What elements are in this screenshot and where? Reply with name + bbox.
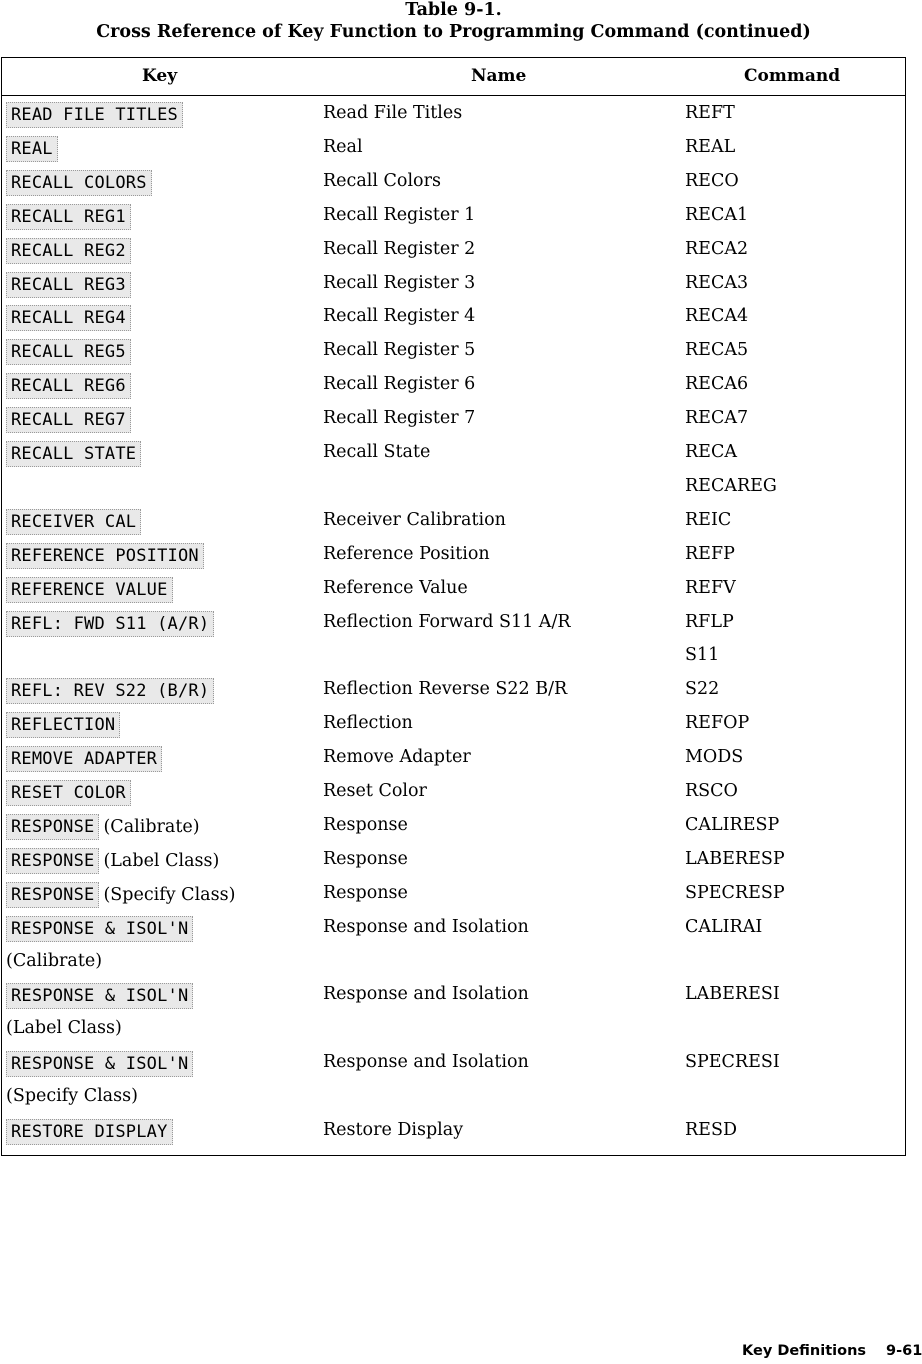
softkey-label: RESTORE DISPLAY bbox=[6, 1119, 173, 1145]
key-cell bbox=[6, 814, 200, 840]
key-cell bbox=[6, 916, 193, 942]
table-number: Table 9-1. bbox=[405, 0, 502, 20]
table-row bbox=[2, 164, 905, 198]
softkey-label: RECEIVER CAL bbox=[6, 509, 141, 535]
key-cell bbox=[6, 950, 102, 972]
softkey-label: REFL: REV S22 (B/R) bbox=[6, 678, 214, 704]
softkey-label: RECALL COLORS bbox=[6, 170, 152, 196]
command-cell: RECA3 bbox=[685, 272, 749, 293]
table-row bbox=[2, 299, 905, 333]
key-cell bbox=[6, 543, 204, 569]
command-cell: RECA5 bbox=[685, 340, 749, 361]
softkey-label: REFLECTION bbox=[6, 712, 120, 738]
name-cell: Recall Colors bbox=[323, 170, 441, 191]
softkey-label: REAL bbox=[6, 136, 58, 162]
key-cell bbox=[6, 882, 235, 908]
table-row bbox=[2, 876, 905, 910]
softkey-label: REMOVE ADAPTER bbox=[6, 746, 162, 772]
key-cell bbox=[6, 441, 141, 467]
table-row bbox=[2, 1113, 905, 1147]
page-footer bbox=[742, 1343, 922, 1359]
command-cell: REFV bbox=[685, 577, 736, 598]
name-cell: Recall Register 5 bbox=[323, 340, 476, 361]
key-cell bbox=[6, 204, 131, 230]
command-cell: RECA bbox=[685, 442, 737, 462]
softkey-label: REFERENCE POSITION bbox=[6, 543, 204, 569]
table-row bbox=[2, 503, 905, 537]
name-cell: Reference Position bbox=[323, 543, 490, 564]
softkey-label: RESPONSE & ISOL'N bbox=[6, 983, 193, 1009]
command-cell: RFLP bbox=[685, 611, 734, 632]
table-row bbox=[2, 672, 905, 706]
footer-page-number: 9-61 bbox=[886, 1343, 922, 1359]
command-cell: RESD bbox=[685, 1120, 737, 1140]
command-cell: S11 bbox=[685, 645, 720, 666]
name-cell: Reflection bbox=[323, 713, 413, 734]
command-cell: RECA2 bbox=[685, 238, 749, 259]
key-continuation: (Calibrate) bbox=[6, 950, 103, 971]
table-row bbox=[2, 469, 905, 503]
table-row bbox=[2, 571, 905, 605]
key-continuation: (Label Class) bbox=[6, 1018, 122, 1039]
name-cell: Response and Isolation bbox=[323, 984, 529, 1005]
softkey-label: READ FILE TITLES bbox=[6, 102, 183, 128]
table-row bbox=[2, 638, 905, 672]
command-cell: RECA1 bbox=[685, 204, 749, 225]
command-cell: REFOP bbox=[685, 713, 750, 734]
table-row bbox=[2, 1079, 905, 1113]
name-cell: Reflection Forward S11 A/R bbox=[323, 611, 571, 632]
name-cell: Response bbox=[323, 848, 408, 869]
softkey-label: RECALL STATE bbox=[6, 441, 141, 467]
table-row bbox=[2, 842, 905, 876]
name-cell: Read File Titles bbox=[323, 103, 463, 123]
table-row bbox=[2, 333, 905, 367]
softkey-label: RESPONSE & ISOL'N bbox=[6, 916, 193, 942]
softkey-label: RECALL REG2 bbox=[6, 238, 131, 264]
name-cell: Recall Register 4 bbox=[323, 306, 476, 327]
command-cell: REFP bbox=[685, 543, 735, 564]
softkey-label: RECALL REG6 bbox=[6, 373, 131, 399]
command-cell: RECA4 bbox=[685, 306, 749, 327]
command-cell: RECA7 bbox=[685, 408, 749, 429]
command-cell: MODS bbox=[685, 747, 744, 768]
softkey-label: REFL: FWD S11 (A/R) bbox=[6, 611, 214, 637]
command-cell: REAL bbox=[685, 136, 736, 157]
softkey-label: RESPONSE bbox=[6, 848, 99, 874]
table-row bbox=[2, 435, 905, 469]
table-row bbox=[2, 537, 905, 571]
name-cell: Recall Register 3 bbox=[323, 272, 476, 293]
softkey-label: RECALL REG5 bbox=[6, 339, 131, 365]
command-cell: CALIRAI bbox=[685, 916, 763, 937]
table-row bbox=[2, 198, 905, 232]
command-cell: REIC bbox=[685, 509, 732, 530]
name-cell: Response and Isolation bbox=[323, 1052, 529, 1073]
command-cell: LABERESI bbox=[685, 984, 780, 1005]
softkey-label: RESPONSE & ISOL'N bbox=[6, 1051, 193, 1077]
key-cell bbox=[6, 1051, 193, 1077]
name-cell: Response bbox=[323, 814, 408, 835]
table-row bbox=[2, 1045, 905, 1079]
name-cell: Real bbox=[323, 136, 363, 157]
softkey-label: RESPONSE bbox=[6, 882, 99, 908]
name-cell: Recall Register 1 bbox=[323, 204, 476, 225]
table-row bbox=[2, 740, 905, 774]
key-cell bbox=[6, 373, 131, 399]
softkey-label: RECALL REG4 bbox=[6, 305, 131, 331]
key-cell bbox=[6, 170, 152, 196]
key-cell bbox=[6, 1085, 138, 1107]
softkey-label: RESET COLOR bbox=[6, 780, 131, 806]
name-cell: Remove Adapter bbox=[323, 747, 471, 768]
command-cell: SPECRESI bbox=[685, 1052, 780, 1073]
key-cell bbox=[6, 577, 173, 603]
key-cell bbox=[6, 780, 131, 806]
header-key: Key bbox=[142, 66, 178, 86]
key-cell bbox=[6, 712, 120, 738]
cross-reference-table bbox=[1, 57, 906, 1156]
command-cell: RECA6 bbox=[685, 374, 749, 395]
key-continuation: (Specify Class) bbox=[6, 1086, 138, 1107]
softkey-label: RECALL REG3 bbox=[6, 272, 131, 298]
softkey-label: RECALL REG1 bbox=[6, 204, 131, 230]
key-cell bbox=[6, 746, 162, 772]
key-qualifier: (Label Class) bbox=[103, 850, 220, 871]
table-header bbox=[2, 58, 905, 96]
name-cell: Restore Display bbox=[323, 1120, 464, 1140]
name-cell: Response and Isolation bbox=[323, 916, 529, 937]
name-cell: Recall State bbox=[323, 442, 431, 462]
command-cell: RECAREG bbox=[685, 475, 777, 496]
key-qualifier: (Calibrate) bbox=[103, 816, 200, 837]
key-cell bbox=[6, 611, 214, 637]
name-cell: Reference Value bbox=[323, 577, 468, 598]
command-cell: RECO bbox=[685, 170, 739, 191]
key-cell bbox=[6, 407, 131, 433]
key-cell bbox=[6, 848, 219, 874]
table-row bbox=[2, 232, 905, 266]
key-cell bbox=[6, 136, 58, 162]
name-cell: Response bbox=[323, 882, 408, 903]
name-cell: Reflection Reverse S22 B/R bbox=[323, 679, 568, 700]
table-row bbox=[2, 401, 905, 435]
key-cell bbox=[6, 102, 183, 128]
softkey-label: RECALL REG7 bbox=[6, 407, 131, 433]
key-cell bbox=[6, 339, 131, 365]
key-qualifier: (Specify Class) bbox=[103, 884, 236, 905]
key-cell bbox=[6, 238, 131, 264]
command-cell: SPECRESP bbox=[685, 882, 785, 903]
header-command: Command bbox=[744, 66, 841, 86]
table-row bbox=[2, 130, 905, 164]
name-cell: Recall Register 6 bbox=[323, 374, 476, 395]
table-row bbox=[2, 1011, 905, 1045]
command-cell: S22 bbox=[685, 679, 720, 700]
name-cell: Recall Register 2 bbox=[323, 238, 476, 259]
table-row bbox=[2, 367, 905, 401]
table-title: Cross Reference of Key Function to Programming Command (continued) bbox=[96, 22, 811, 42]
table-row bbox=[2, 977, 905, 1011]
name-cell: Recall Register 7 bbox=[323, 408, 476, 429]
table-row bbox=[2, 944, 905, 978]
table-row bbox=[2, 706, 905, 740]
table-row bbox=[2, 96, 905, 130]
command-cell: CALIRESP bbox=[685, 814, 780, 835]
key-cell bbox=[6, 983, 193, 1009]
header-name: Name bbox=[471, 66, 527, 86]
name-cell: Reset Color bbox=[323, 781, 427, 801]
name-cell: Receiver Calibration bbox=[323, 509, 506, 530]
softkey-label: REFERENCE VALUE bbox=[6, 577, 173, 603]
table-row bbox=[2, 910, 905, 944]
key-cell bbox=[6, 272, 131, 298]
softkey-label: RESPONSE bbox=[6, 814, 99, 840]
table-row bbox=[2, 266, 905, 300]
footer-section: Key Definitions bbox=[742, 1343, 867, 1359]
table-row bbox=[2, 808, 905, 842]
key-cell bbox=[6, 678, 214, 704]
table-row bbox=[2, 774, 905, 808]
command-cell: RSCO bbox=[685, 781, 738, 801]
key-cell bbox=[6, 1119, 173, 1145]
key-cell bbox=[6, 305, 131, 331]
command-cell: REFT bbox=[685, 103, 735, 123]
table-row bbox=[2, 605, 905, 639]
key-cell bbox=[6, 509, 141, 535]
command-cell: LABERESP bbox=[685, 848, 785, 869]
key-cell bbox=[6, 1017, 122, 1039]
